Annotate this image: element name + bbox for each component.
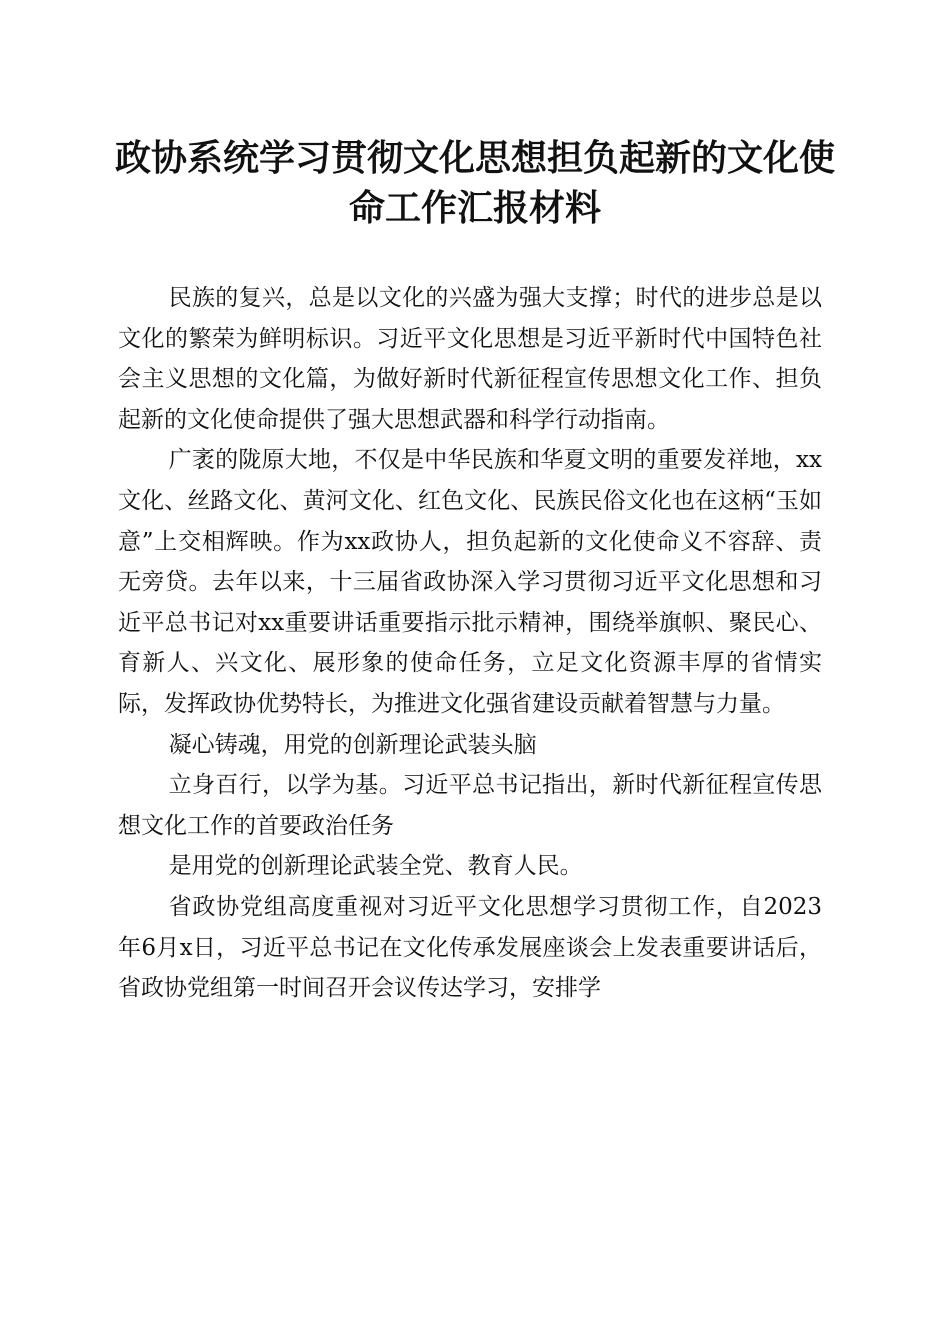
- paragraph-lishen: 立身百行，以学为基。习近平总书记指出，新时代新征程宣传思想文化工作的首要政治任务: [118, 772, 822, 839]
- paragraph-intro: 民族的复兴，总是以文化的兴盛为强大支撑；时代的进步总是以文化的繁荣为鲜明标识。习近平文化思想是习近平新时代中国特色社会主义思想的文化篇，为做好新时代新征程宣传思想文化工作、担负起新的文化使命提供了强大思想武器和科学行动指南。: [118, 285, 822, 433]
- paragraph-continuation: 是用党的创新理论武装全党、教育人民。: [168, 853, 583, 880]
- paragraph-longyuan: 广袤的陇原大地，不仅是中华民族和华夏文明的重要发祥地，xx文化、丝路文化、黄河文化、红色文化、民族民俗文化也在这柄“玉如意”上交相辉映。作为xx政协人，担负起新的文化使命义不容辞、责无旁贷。去年以来，十三届省政协深入学习贯彻习近平文化思想和习近平总书记对xx重要讲话重要指示批示精神，围绕举旗帜、聚民心、育新人、兴文化、展形象的使命任务，立足文化资源丰厚的省情实际，发挥政协优势特长，为推进文化强省建设贡献着智慧与力量。: [118, 447, 822, 717]
- document-title: 政协系统学习贯彻文化思想担负起新的文化使命工作汇报材料: [114, 137, 835, 229]
- document-body: [118, 278, 822, 1009]
- section-heading-ningxin: 凝心铸魂，用党的创新理论武装头脑: [168, 731, 537, 758]
- paragraph-dangzu: 省政协党组高度重视对习近平文化思想学习贯彻工作，自2023年6月x日，习近平总书记在文化传承发展座谈会上发表重要讲话后，省政协党组第一时间召开会议传达学习，安排学: [118, 893, 822, 1002]
